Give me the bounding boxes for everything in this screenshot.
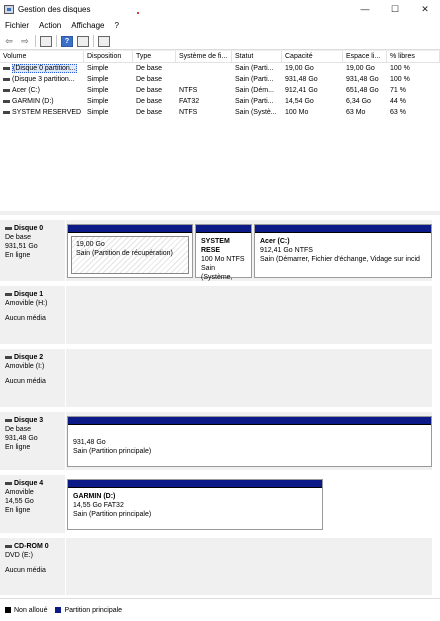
disk-label-2[interactable] bbox=[0, 349, 65, 407]
toolbar-separator bbox=[56, 35, 57, 47]
cdrom-icon bbox=[5, 545, 12, 548]
help-icon[interactable]: ? bbox=[61, 36, 73, 47]
volume-percent-free: 71 % bbox=[390, 87, 406, 94]
disk-name: Disque 4 bbox=[14, 480, 44, 487]
disk-partition-area bbox=[66, 349, 432, 407]
volume-row[interactable] bbox=[0, 74, 440, 85]
menu-bar bbox=[0, 18, 440, 33]
partition-size: 19,00 Go bbox=[76, 241, 105, 248]
disk-partition-area bbox=[66, 286, 432, 344]
partition-status: Sain (Démarrer, Fichier d'échange, Vidage sur incid bbox=[260, 256, 420, 263]
volume-percent-free: 63 % bbox=[390, 109, 406, 116]
partition-size: 14,55 Go FAT32 bbox=[73, 502, 124, 509]
volume-status: Sain (Parti... bbox=[235, 65, 274, 72]
volume-icon bbox=[3, 89, 10, 92]
legend-swatch-blue bbox=[55, 607, 61, 613]
volume-icon bbox=[3, 111, 10, 114]
partition-disk3-primary[interactable] bbox=[67, 416, 432, 467]
partition-name: SYSTEM RESE bbox=[201, 238, 230, 254]
disk-icon bbox=[5, 419, 12, 422]
partition-name: GARMIN (D:) bbox=[73, 493, 116, 500]
partition-status: Sain (Partition de récupération) bbox=[76, 250, 173, 257]
disk-type: Amovible bbox=[5, 489, 34, 496]
volume-icon bbox=[3, 78, 10, 81]
volume-capacity: 912,41 Go bbox=[285, 87, 318, 94]
disk-view-icon[interactable] bbox=[98, 36, 110, 47]
volume-free-space: 6,34 Go bbox=[346, 98, 371, 105]
volume-capacity: 100 Mo bbox=[285, 109, 309, 116]
disk-name: Disque 2 bbox=[14, 354, 44, 361]
volume-filesystem: NTFS bbox=[179, 87, 198, 94]
partition-bar bbox=[196, 225, 251, 233]
disk-icon bbox=[5, 356, 12, 359]
disk-type: Amovible (H:) bbox=[5, 300, 48, 307]
disk-type: Amovible (I:) bbox=[5, 363, 45, 370]
disk-size: 14,55 Go bbox=[5, 498, 34, 505]
partition-size: 912,41 Go NTFS bbox=[260, 247, 313, 254]
partition-bar bbox=[68, 480, 322, 488]
volume-name-cell bbox=[0, 85, 84, 96]
volume-percent-free: 100 % bbox=[390, 65, 410, 72]
disk-status: Aucun média bbox=[5, 315, 46, 322]
volume-list-icon[interactable] bbox=[40, 36, 52, 47]
volume-status: Sain (Parti... bbox=[235, 98, 274, 105]
column-capacity[interactable]: Capacité bbox=[282, 51, 343, 62]
volume-name-cell bbox=[0, 74, 84, 85]
minimize-button[interactable]: — bbox=[360, 4, 370, 14]
disk-partition-area bbox=[66, 412, 432, 470]
volume-status: Sain (Parti... bbox=[235, 76, 274, 83]
legend-label: Partition principale bbox=[64, 606, 123, 614]
disk-label-cdrom[interactable] bbox=[0, 538, 65, 595]
column-percent-free[interactable]: % libres bbox=[387, 51, 440, 62]
volume-row[interactable] bbox=[0, 96, 440, 107]
column-filesystem[interactable]: Système de fi... bbox=[176, 51, 232, 62]
partition-status: Sain (Partition principale) bbox=[73, 511, 152, 518]
disk-row-1 bbox=[0, 284, 440, 347]
toolbar-separator bbox=[93, 35, 94, 47]
volume-disposition: Simple bbox=[87, 87, 109, 94]
volume-free-space: 651,48 Go bbox=[346, 87, 379, 94]
title-bar bbox=[0, 0, 440, 18]
column-status[interactable]: Statut bbox=[232, 51, 282, 62]
partition-size: 931,48 Go bbox=[73, 439, 106, 446]
disk-partition-area bbox=[66, 475, 432, 533]
disk-management-icon bbox=[4, 5, 14, 14]
close-button[interactable]: ✕ bbox=[421, 3, 429, 14]
menu-action[interactable]: Action bbox=[39, 21, 62, 30]
disk-label-3[interactable] bbox=[0, 412, 65, 470]
volume-filesystem: NTFS bbox=[179, 109, 198, 116]
legend bbox=[0, 598, 440, 621]
menu-fichier[interactable]: Fichier bbox=[5, 21, 30, 30]
disk-icon bbox=[5, 482, 12, 485]
volume-disposition: Simple bbox=[87, 98, 109, 105]
disk-row-2 bbox=[0, 347, 440, 410]
volume-name-cell bbox=[0, 63, 84, 74]
volume-capacity: 14,54 Go bbox=[285, 98, 314, 105]
volume-percent-free: 100 % bbox=[390, 76, 410, 83]
disk-name: Disque 1 bbox=[14, 291, 44, 298]
disk-status: En ligne bbox=[5, 252, 31, 259]
partition-bar bbox=[68, 225, 192, 233]
volume-disposition: Simple bbox=[87, 109, 109, 116]
toolbar bbox=[0, 33, 440, 50]
red-dot bbox=[137, 12, 139, 14]
volume-percent-free: 44 % bbox=[390, 98, 406, 105]
partition-system-reserved[interactable] bbox=[195, 224, 252, 281]
volume-free-space: 931,48 Go bbox=[346, 76, 379, 83]
disk-row-cdrom bbox=[0, 536, 440, 598]
volume-name: (Disque 0 partition... bbox=[13, 65, 76, 72]
disk-status: Aucun média bbox=[5, 567, 46, 574]
disk-icon bbox=[5, 227, 12, 230]
disk-icon bbox=[5, 293, 12, 296]
volume-filesystem: FAT32 bbox=[179, 98, 200, 105]
legend-swatch-black bbox=[5, 607, 11, 613]
legend-label: Non alloué bbox=[14, 606, 48, 614]
menu-affichage[interactable]: Affichage bbox=[71, 21, 105, 30]
volume-free-space: 63 Mo bbox=[346, 109, 366, 116]
volume-filesystem bbox=[176, 74, 232, 85]
properties-icon[interactable] bbox=[77, 36, 89, 47]
volume-name-cell bbox=[0, 107, 84, 118]
volume-icon bbox=[3, 100, 10, 103]
column-disposition[interactable]: Disposition bbox=[84, 51, 133, 62]
volume-capacity: 19,00 Go bbox=[285, 65, 314, 72]
disk-row-4 bbox=[0, 473, 440, 536]
volume-row[interactable] bbox=[0, 107, 440, 118]
partition-size: 100 Mo NTFS bbox=[201, 256, 245, 263]
partition-bar bbox=[255, 225, 431, 233]
column-volume[interactable]: Volume bbox=[0, 51, 84, 62]
disk-status: En ligne bbox=[5, 507, 31, 514]
disk-graphical-view bbox=[0, 215, 440, 598]
legend-item-unallocated bbox=[5, 607, 47, 614]
volume-filesystem bbox=[176, 63, 232, 74]
disk-status: Aucun média bbox=[5, 378, 46, 385]
volume-status: Sain (Dém... bbox=[235, 87, 274, 94]
column-free-space[interactable]: Espace li... bbox=[343, 51, 387, 62]
menu-help[interactable]: ? bbox=[114, 21, 119, 30]
legend-item-primary bbox=[55, 607, 122, 614]
disk-type: De base bbox=[5, 234, 32, 241]
disk-name: Disque 3 bbox=[14, 417, 44, 424]
disk-status: En ligne bbox=[5, 444, 31, 451]
volume-row[interactable] bbox=[0, 85, 440, 96]
disk-row-3 bbox=[0, 410, 440, 473]
disk-partition-area bbox=[66, 220, 432, 281]
volume-list-header bbox=[0, 51, 440, 63]
window-title: Gestion des disques bbox=[18, 4, 91, 14]
maximize-button[interactable]: ☐ bbox=[390, 3, 400, 14]
volume-capacity: 931,48 Go bbox=[285, 76, 318, 83]
volume-disposition: Simple bbox=[87, 65, 109, 72]
partition-garmin-d[interactable] bbox=[67, 479, 323, 530]
volume-icon bbox=[3, 67, 10, 70]
column-type[interactable]: Type bbox=[133, 51, 176, 62]
disk-type: De base bbox=[5, 426, 32, 433]
volume-name: (Disque 3 partition... bbox=[12, 76, 75, 83]
volume-type: De base bbox=[136, 76, 163, 83]
disk-type: DVD (E:) bbox=[5, 552, 33, 559]
volume-name: GARMIN (D:) bbox=[12, 98, 54, 105]
back-arrow-icon[interactable]: ⇦ bbox=[5, 35, 13, 46]
volume-disposition: Simple bbox=[87, 76, 109, 83]
disk-row-0 bbox=[0, 218, 440, 284]
volume-name: SYSTEM RESERVED bbox=[12, 109, 82, 116]
partition-status: Sain (Système, bbox=[201, 265, 233, 281]
volume-list bbox=[0, 51, 440, 211]
disk-partition-area bbox=[66, 538, 432, 595]
volume-free-space: 19,00 Go bbox=[346, 65, 375, 72]
partition-name: Acer (C:) bbox=[260, 238, 290, 245]
partition-recovery[interactable] bbox=[67, 224, 193, 278]
volume-status: Sain (Systè... bbox=[235, 109, 277, 116]
volume-name-cell bbox=[0, 96, 84, 107]
volume-type: De base bbox=[136, 98, 163, 105]
disk-label-1[interactable] bbox=[0, 286, 65, 344]
disk-name: CD-ROM 0 bbox=[14, 543, 49, 550]
partition-acer-c[interactable] bbox=[254, 224, 432, 278]
disk-label-4[interactable] bbox=[0, 475, 65, 533]
disk-label-0[interactable] bbox=[0, 220, 65, 281]
disk-name: Disque 0 bbox=[14, 225, 44, 232]
volume-type: De base bbox=[136, 109, 163, 116]
volume-name: Acer (C:) bbox=[12, 87, 40, 94]
disk-size: 931,48 Go bbox=[5, 435, 38, 442]
forward-arrow-icon[interactable]: ⇨ bbox=[21, 35, 29, 46]
partition-bar bbox=[68, 417, 431, 425]
partition-status: Sain (Partition principale) bbox=[73, 448, 152, 455]
disk-size: 931,51 Go bbox=[5, 243, 38, 250]
volume-row[interactable] bbox=[0, 63, 440, 74]
toolbar-separator bbox=[35, 35, 36, 47]
volume-type: De base bbox=[136, 87, 163, 94]
volume-type: De base bbox=[136, 65, 163, 72]
